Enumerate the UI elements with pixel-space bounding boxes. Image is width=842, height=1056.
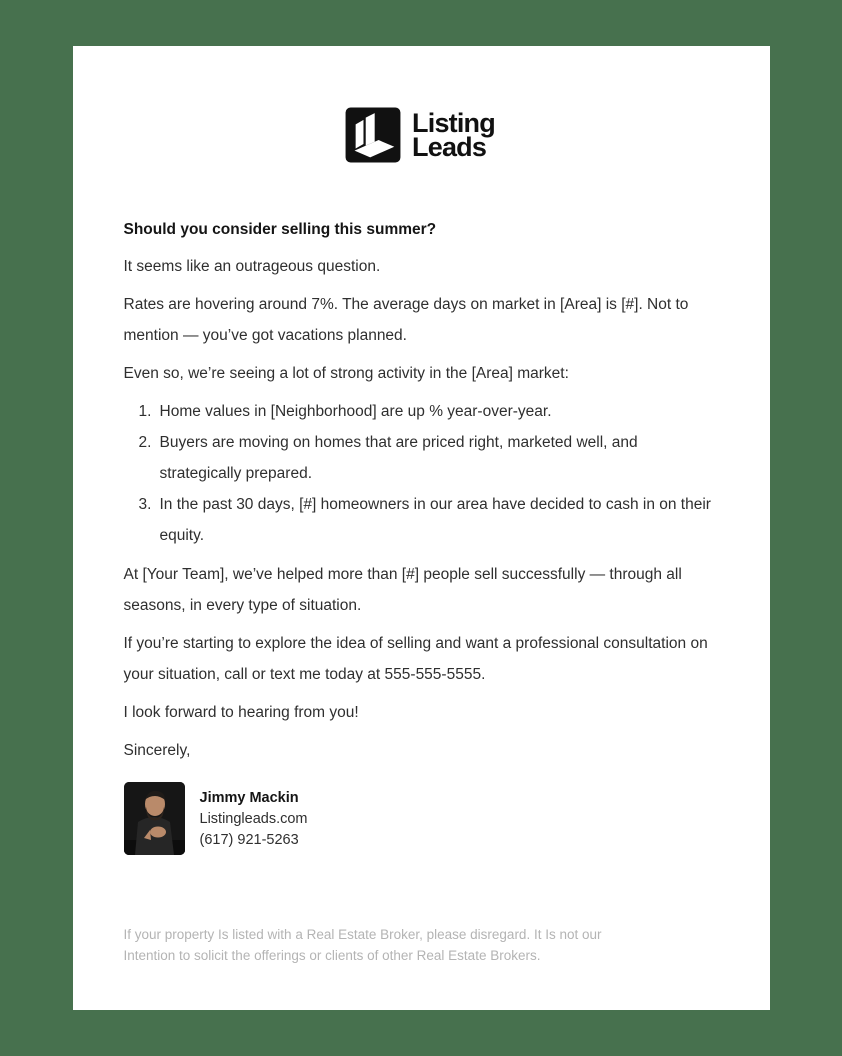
numbered-list — [147, 396, 717, 551]
agent-headshot-photo — [124, 782, 185, 855]
agent-name: Jimmy Mackin — [199, 790, 299, 806]
logo-word-line2: Leads — [412, 132, 487, 162]
agent-phone: (617) 921-5263 — [199, 832, 299, 848]
list-item: Home values in [Neighborhood] are up % year-over-year. — [159, 403, 552, 420]
list-item: In the past 30 days, [#] homeowners in our area have decided to cash in on their equity. — [159, 496, 711, 544]
paragraph: Sincerely, — [123, 742, 191, 759]
logo-wordmark — [412, 108, 495, 162]
paragraph: It seems like an outrageous question. — [123, 258, 381, 275]
logo-word-line1: Listing — [412, 108, 495, 138]
email-subject: Should you consider selling this summer? — [123, 221, 437, 238]
footer-disclaimer: If your property Is listed with a Real Estate Broker, please disregard. It Is not our Intention to solicit the offerings or clients of other Real Estate Brokers. — [123, 927, 602, 963]
paragraph: Even so, we’re seeing a lot of strong activity in the [Area] market: — [123, 365, 569, 382]
paragraph: I look forward to hearing from you! — [123, 704, 359, 721]
listing-leads-logo-icon — [345, 107, 401, 163]
listing-leads-logo — [124, 107, 717, 163]
signature-details — [200, 782, 308, 851]
letter-body — [124, 217, 717, 773]
agent-website: Listingleads.com — [199, 811, 308, 827]
paragraph: If you’re starting to explore the idea of selling and want a professional consultation on your situation, call or text me today at 555-555-5555. — [123, 635, 708, 683]
list-item: Buyers are moving on homes that are priced right, marketed well, and strategically prepared. — [159, 434, 638, 482]
paragraph: At [Your Team], we’ve helped more than [#] people sell successfully — through all seasons, in every type of situation. — [123, 566, 682, 614]
paragraph: Rates are hovering around 7%. The average days on market in [Area] is [#]. Not to mention — you’ve got vacations planned. — [123, 296, 689, 344]
signature-block — [124, 782, 717, 855]
letter-card — [73, 46, 770, 1010]
